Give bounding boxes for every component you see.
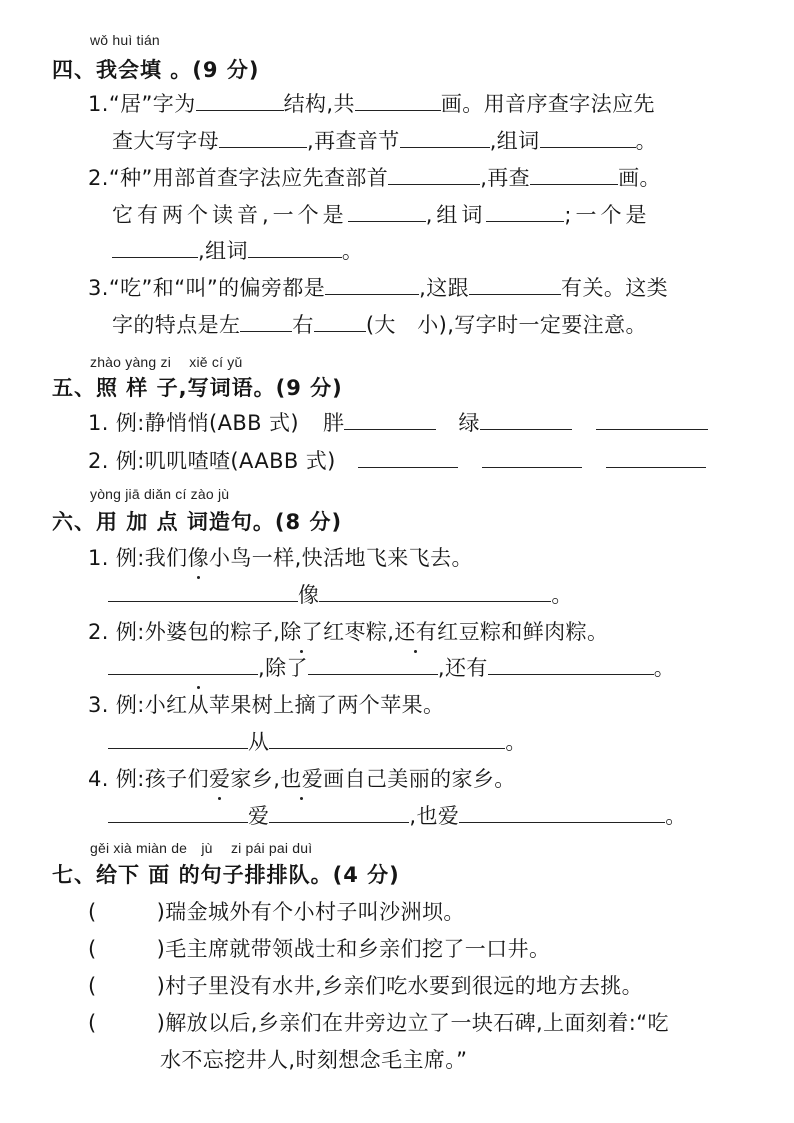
answer-blank[interactable] (469, 274, 561, 295)
paren-open: ( (88, 937, 97, 961)
q2-text-b: ,再查 (480, 166, 531, 190)
dotted-word: 从 (188, 690, 209, 720)
fill-end: 。 (665, 804, 687, 828)
section5-heading: 五、照 样 子,写词语。(9 分) (52, 376, 343, 400)
answer-blank[interactable] (240, 311, 292, 332)
answer-blank[interactable] (459, 802, 665, 823)
answer-blank[interactable] (388, 164, 480, 185)
answer-blank[interactable] (358, 447, 458, 468)
answer-blank[interactable] (530, 164, 618, 185)
ex1-pre: 1. 例:我们 (88, 546, 188, 570)
dotted-word: 像 (188, 543, 209, 573)
section4-q1-line1 (88, 89, 655, 119)
q3-text-e: 右 (292, 313, 314, 337)
section6-pinyin: yòng jiā diǎn cí zào jù (90, 486, 230, 502)
q3-text-c: 有关。这类 (561, 276, 669, 300)
example1-word-lv: 绿 (458, 411, 480, 435)
ex2-post: 红豆粽和鲜肉粽。 (437, 620, 609, 644)
answer-blank[interactable] (319, 581, 551, 602)
section6-heading: 六、用 加 点 词造句。(8 分) (52, 510, 343, 534)
q3-text-f: (大 小),写字时一定要注意。 (365, 313, 647, 337)
answer-blank[interactable] (248, 237, 342, 258)
answer-blank[interactable] (108, 728, 248, 749)
answer-blank[interactable] (400, 127, 490, 148)
answer-blank[interactable] (606, 447, 706, 468)
section5-pinyin: zhào yàng zi xiě cí yǔ (90, 354, 243, 370)
answer-blank[interactable] (196, 90, 284, 111)
answer-blank[interactable] (348, 201, 426, 222)
q2-text-c: 画。 (618, 166, 661, 190)
q2-text-f: ;一个是 (564, 203, 651, 227)
ordering-item (88, 897, 465, 927)
dotted-word: 爱 (209, 764, 230, 794)
ex4-post: 画自己美丽的家乡。 (323, 767, 516, 791)
ex1-post: 小鸟一样,快活地飞来飞去。 (209, 546, 473, 570)
section4-pinyin: wǒ huì tián (90, 32, 160, 48)
q3-text-a: 3.“吃”和“叫”的偏旁都是 (88, 276, 326, 300)
ex3-pre: 3. 例:小红 (88, 693, 188, 717)
sentence-text: 解放以后,乡亲们在井旁边立了一块石碑,上面刻着:“吃 (165, 1011, 669, 1035)
section4-q2-line3 (112, 236, 363, 266)
section6-example2 (88, 617, 608, 647)
answer-blank[interactable] (540, 127, 636, 148)
section6-fill4 (108, 801, 687, 831)
answer-blank[interactable] (488, 654, 654, 675)
section6-fill1 (108, 580, 573, 610)
ordering-item (88, 1008, 669, 1038)
fill-word: 从 (248, 730, 270, 754)
q1-text-g: 。 (635, 129, 657, 153)
fill-word: ,除了 (258, 656, 308, 680)
fill-word: 像 (298, 583, 320, 607)
dotted-word: 也爱 (280, 764, 323, 794)
fill-word: ,还有 (437, 656, 488, 680)
ordering-item (88, 971, 643, 1001)
fill-word: 爱 (248, 804, 270, 828)
section6-example4 (88, 764, 516, 794)
q2-text-h: 。 (341, 239, 364, 263)
q1-text-a: 1.“居”字为 (88, 92, 196, 116)
section4-q3-line2 (112, 310, 647, 340)
section4-q1-line2 (112, 126, 657, 156)
section5-example2 (88, 446, 706, 476)
q1-text-f: ,组词 (489, 129, 540, 153)
answer-blank[interactable] (325, 274, 419, 295)
q1-text-b: 结构,共 (283, 92, 355, 116)
q3-text-d: 字的特点是左 (112, 313, 241, 337)
ex2-mid: 红枣粽, (323, 620, 395, 644)
paren-close: ) (156, 1011, 166, 1035)
fill-end: 。 (653, 656, 676, 680)
example1-label: 1. 例:静悄悄(ABB 式) (88, 411, 300, 435)
section6-fill2 (108, 653, 675, 683)
answer-blank[interactable] (355, 90, 441, 111)
ordering-item (88, 934, 550, 964)
paren-close: ) (156, 937, 166, 961)
q3-text-b: ,这跟 (419, 276, 470, 300)
answer-blank[interactable] (308, 654, 438, 675)
ordering-item-continuation: 水不忘挖井人,时刻想念毛主席。” (160, 1048, 468, 1072)
answer-blank[interactable] (112, 237, 198, 258)
answer-blank[interactable] (219, 127, 307, 148)
q1-text-e: ,再查音节 (307, 129, 400, 153)
section5-example1 (88, 408, 708, 438)
ex2-pre: 2. 例:外婆包的粽子, (88, 620, 281, 644)
section7-pinyin: gěi xià miàn de jù zi pái pai duì (90, 840, 313, 856)
ex3-post: 苹果树上摘了两个苹果。 (209, 693, 445, 717)
dotted-word: 除了 (280, 617, 323, 647)
q1-text-c: 画。用音序查字法应先 (440, 92, 655, 116)
answer-blank[interactable] (314, 311, 366, 332)
answer-blank[interactable] (108, 581, 298, 602)
answer-blank[interactable] (344, 409, 436, 430)
answer-blank[interactable] (269, 802, 409, 823)
answer-blank[interactable] (108, 802, 248, 823)
q2-text-d: 它有两个读音,一个是 (112, 203, 348, 227)
ex4-pre: 4. 例:孩子们 (88, 767, 209, 791)
section7-heading: 七、给下 面 的句子排排队。(4 分) (52, 863, 400, 887)
answer-blank[interactable] (486, 201, 564, 222)
section6-example3 (88, 690, 444, 720)
paren-close: ) (156, 974, 166, 998)
ex4-mid: 家乡, (230, 767, 281, 791)
fill-end: 。 (505, 730, 527, 754)
dotted-word: 还有 (394, 617, 437, 647)
fill-end: 。 (551, 583, 573, 607)
section4-q2-line1 (88, 163, 661, 193)
paren-open: ( (88, 900, 97, 924)
answer-blank[interactable] (108, 654, 258, 675)
section4-q2-line2 (112, 200, 650, 230)
sentence-text: 毛主席就带领战士和乡亲们挖了一口井。 (165, 937, 551, 961)
sentence-text: 瑞金城外有个小村子叫沙洲坝。 (165, 900, 465, 924)
fill-word: ,也爱 (409, 804, 460, 828)
answer-blank[interactable] (269, 728, 505, 749)
answer-blank[interactable] (480, 409, 572, 430)
q2-text-e: ,组词 (425, 203, 487, 227)
q2-text-g: ,组词 (198, 239, 248, 263)
paren-close: ) (156, 900, 166, 924)
paren-open: ( (88, 974, 97, 998)
q1-text-d: 查大写字母 (112, 129, 219, 153)
answer-blank[interactable] (596, 409, 708, 430)
section4-heading: 四、我会填 。(9 分) (52, 58, 260, 82)
section6-example1 (88, 543, 473, 573)
answer-blank[interactable] (482, 447, 582, 468)
section4-q3-line1 (88, 273, 668, 303)
paren-open: ( (88, 1011, 97, 1035)
section6-fill3 (108, 727, 527, 757)
q2-text-a: 2.“种”用部首查字法应先查部首 (88, 166, 389, 190)
sentence-text: 村子里没有水井,乡亲们吃水要到很远的地方去挑。 (165, 974, 644, 998)
example1-word-pang: 胖 (323, 411, 345, 435)
example2-label: 2. 例:叽叽喳喳(AABB 式) (88, 449, 336, 473)
